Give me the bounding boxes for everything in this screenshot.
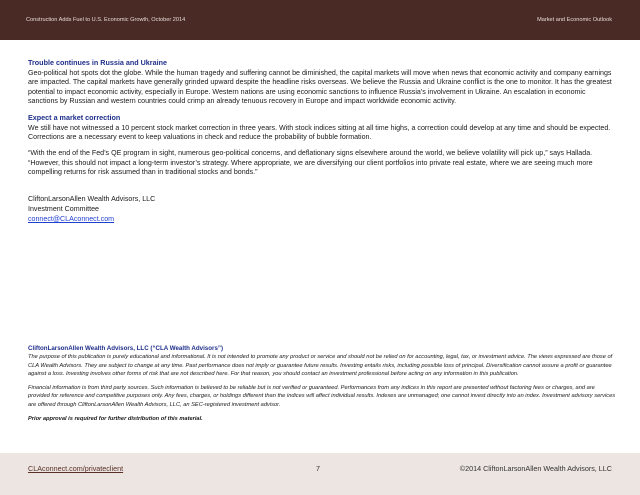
document-title: Construction Adds Fuel to U.S. Economic Growth, October 2014: [26, 17, 186, 23]
paragraph-market-correction: We still have not witnessed a 10 percent stock market correction in three years. With stock indices sitting at all time highs, a correction could develop at any time and should be expected. Corrections are a necessary event to keep valuations in check and reduce the probability of bubble formation.: [28, 123, 611, 142]
footer-link[interactable]: CLAconnect.com/privateclient: [28, 464, 124, 473]
paragraph-quote: “With the end of the Fed’s QE program in sight, numerous geo-political concerns, and deflationary signs elsewhere around the world, we believe volatility will pick up,” says Hallada. “However, this should not impact a long-term investor’s strategy. Where appropriate, we are diversifying our client portfolios into private real estate, where we are seeing much more compelling returns for risk assumed than in traditional stocks and bonds.”: [28, 149, 593, 177]
heading-russia-ukraine: Trouble continues in Russia and Ukraine: [28, 58, 167, 67]
disclaimer-block: [28, 345, 616, 423]
disclaimer-paragraph-1: The purpose of this publication is purely educational and informational. It is not intended to promote any product or service and should not be relied on for accounting, legal, tax, or investment advice. The views expressed are those of CLA Wealth Advisors. They are subject to change at any time. Past performance does not imply or guarantee future results. Investing entails risks, including possible loss of principal. Diversification cannot assure a profit or guarantee against a loss. Investing involves other forms of risk that are not described here. For that reason, you should contact an investment professional before acting on any information in this publication.: [28, 354, 613, 378]
disclaimer-paragraph-3: Prior approval is required for further distribution of this material.: [28, 415, 203, 422]
email-link[interactable]: connect@CLAconnect.com: [28, 214, 115, 223]
signature-block: [28, 194, 616, 224]
page-number: 7: [316, 464, 320, 473]
signature-company: CliftonLarsonAllen Wealth Advisors, LLC: [28, 194, 156, 203]
disclaimer-paragraph-2: Financial information is from third party sources. Such information is believed to be reliable but is not verified or guaranteed. Performances from any indices in this report are presented without factoring fees or charges, and are provided for reference and competitive purposes only. Any fees, charges, or holdings different than the indices will affect individual results. Indexes are unmanaged; one cannot invest directly into an index. Investment advisory services are offered through CliftonLarsonAllen Wealth Advisors, LLC, an SEC-registered investment advisor.: [28, 384, 616, 408]
section-title: Market and Economic Outlook: [537, 17, 612, 23]
header-bar: [0, 0, 640, 40]
footer-bar: [0, 453, 640, 495]
paragraph-russia-ukraine: Geo-political hot spots dot the globe. While the human tragedy and suffering cannot be diminished, the capital markets will move when news that economic activity and company earnings are impacted. The capital markets have generally grinded upward despite the headline risks overseas. We believe the Russia and Ukraine conflict is the one to monitor. It has the greatest potential to impact economic activity, especially in Europe. Western nations are using economic sanctions to influence Russia’s involvement in Ukraine. An escalation in economic sanctions by Russian and western countries could crimp an already tenuous recovery in Europe and impact worldwide economic activity.: [28, 69, 612, 106]
signature-committee: Investment Committee: [28, 204, 99, 213]
heading-market-correction: Expect a market correction: [28, 112, 121, 122]
copyright: ©2014 CliftonLarsonAllen Wealth Advisors, LLC: [459, 464, 612, 473]
disclaimer-title: CliftonLarsonAllen Wealth Advisors, LLC (“CLA Wealth Advisors”): [28, 345, 224, 352]
main-content: [28, 58, 616, 224]
